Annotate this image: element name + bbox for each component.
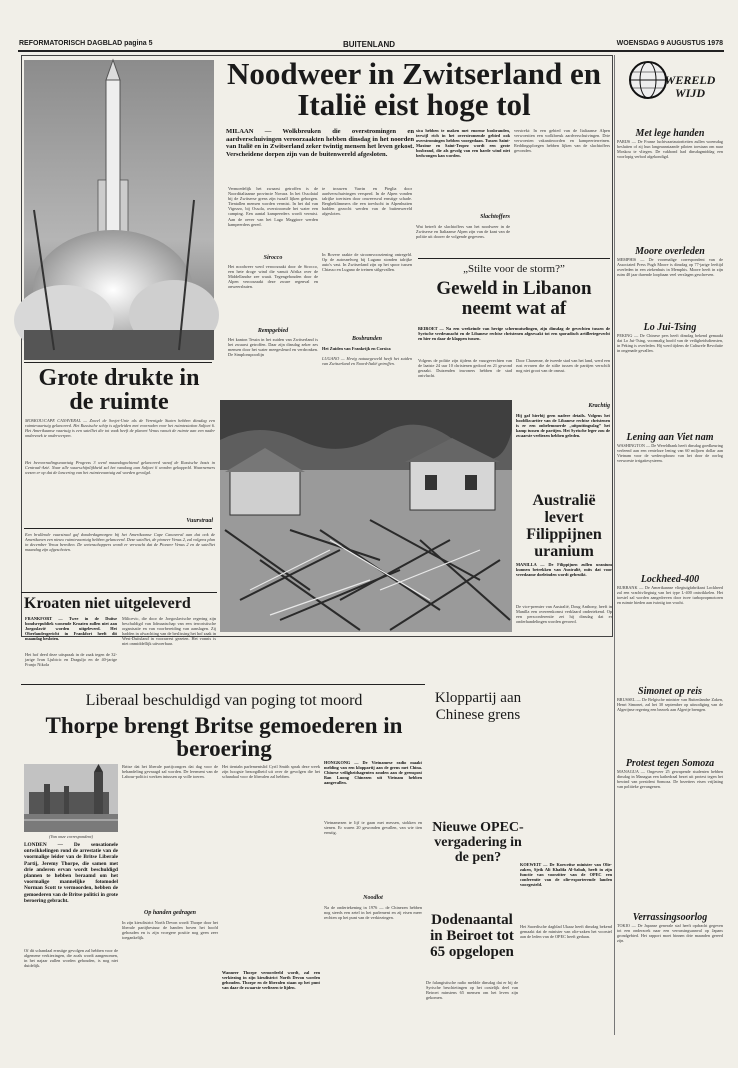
bosbranden-subhead: Bosbranden [351,336,382,342]
space-body: Het bevoorradingsvaartuig Progress 3 werd maandagochtend gelanceerd vanaf de Russische basis in Centraal-Azië. Naar alle waarschijnlijkheid zal het vandaag aan Saljoet 6 worden gekoppeld. Waarnemers wezen er op dat de lancering van het ruimtevaartuig zal worden gevolgd. [25,460,215,476]
space-headline: Grote drukte in de ruimte [38,365,200,415]
sidebar-divider [614,55,615,1035]
noodlot-subhead: Noodlot [363,895,383,901]
sidebar-item [617,912,723,1033]
sidebar-item-text: PARIJS — De Franse luchtvaartautoriteiten zullen woensdag besluiten of zij hun langeaanstaande piloten toestaan om naar Moskou te vliegen. De vakbond had dinsdagmiddag een voorlopig verbod afgekondigd. [617,139,723,159]
main-col2: te trouwen Varrin en Pieglia door aardverschuivingen versperd. In de Alpen vonden talrijke toeristen door onweersval ernstige schade. Bergbeklimmers die een toevlucht in Alpenhutten hadden gezocht werden van de buitenwereld afgesloten. [322,186,412,217]
libanon-kicker: „Stilte voor de storm?” [463,263,565,275]
header-rule [18,50,724,52]
flood-photo [220,400,512,632]
main-col1c: Het kanton Tessin in het zuiden van Zwitserland is het zwaarst getroffen. Daar zijn dinsdag zeker zes mensen door het water meegesleurd en verdronken. De Simplonspoorlijn [228,337,318,358]
rule [21,684,425,685]
sidebar-item-title: Lening aan Viet nam [626,432,714,443]
sidebar-item [617,432,723,563]
libanon-headline: Geweld in Libanon neemt wat af [436,278,592,319]
kroaten-headline: Kroaten niet uitgeleverd [24,595,191,612]
main-headline: Noodweer in Zwitserland en Italië eist hoge tol [226,56,601,122]
sidebar-item-title: Lockheed-400 [640,574,700,585]
liberaal-lead: LONDEN — De sensationele ontwikkelingen rond de arrestatie van de voormalige leider van de Britse Liberale Partij, Jeremy Thorpe, die samen met drie anderen ervan wordt beschuldigd plannen te hebben beraamd om het voormalige mannelijke fotomodel Norman Scott te vermoorden, hebben de gemoederen van de Britse politici in grote beroering gebracht. [24,842,118,904]
liberaal-col2b: In zijn kiesdistrict North Devon wordt Thorpe door het liberale partijbestuur de handen boven het hoofd gehouden en is zijn vroegere positie nog geen zeer toegankelijk. [122,920,218,941]
main-col3b: Wat betreft de slachtoffers van het noodweer in de Zwitserse en Italiaanse Alpen zijn van de kant van de politie uit doorer de volgende gegevens. [416,224,510,240]
sidebar-item-title: Protest tegen Somoza [625,758,715,769]
liberaal-body: Of dit schandaal ernstige gevolgen zal hebben voor de algemene verkiezingen, die zoals wordt aangenomen, in het najaar zullen worden gehouden, is nog niet duidelijk. [24,948,118,969]
australie-body: De vice-premier van Australië, Doug Anthony, heeft in Manilla een overeenkomst verklaard ondertekend. Op een persconferentie zei hij dinsdag dat er onderhandelingen worden gevoerd. [516,604,612,625]
libanon-body3: Hij gaf hierbij geen nadere details. Volgens het hoofdkwartier van de Libanese rechtse christenen is er een onbelemmerde „uitputtingsslag” het kamp tussen de partijen. Het Syrische leger zou de zwaarste verliezen hebben geleden. [516,413,610,439]
sidebar-item [617,246,723,327]
kroaten-body: Het hof deed deze uitspraak in de zaak tegen de 32-jarige Ivan Ljubicic en Draguljo en de 40-jarige Franjo Nikola [25,652,117,668]
sidebar-item-title: Lo Jui-Tsing [643,322,697,333]
liberaal-col2: Britse dat het liberale partijcongres dat dag voor de behandeling gevraagd zal worden. De leerment van de Labour-politici werken intussen op volle toeren. [122,764,218,780]
main-col1: Vermoedelijk het zwaarst getroffen is de Noorditaliaanse provincie Novara. In het Ossolatal bij de Zwitserse grens zijn twaalf lijken geborgen. Tientallen mensen worden vermist. In het dal van Vigezzo, bij Ossola, overstroomde het water een camping. Een aantal kampeerders wordt vermist. Aan de oever van het Lago Maggiore werden kampeerders gered. [228,186,318,227]
vietnam-lead: HONGKONG — De Vietnamese radio maakt melding van een kloppartij aan de grens met China. Chinese veiligheidsagenten zouden aan de grenspost Ban Luong Chinezen uit Vietnam hebben aangevallen. [324,760,422,786]
sidebar-item-title: Moore overleden [635,246,705,257]
vietnam-body2: Na de ondertekening in 1976 — de Chinezen hebben nog steeds een zetel in het parlement en zij eisen meer rechten op het punt van de verkiezingen. [324,905,422,921]
paper-name: REFORMATORISCH DAGBLAD pagina 5 [19,40,153,47]
opec-body: Het Saoedische dagblad Ukaaz heeft dinsdag bekend gemaakt dat de minister van olie-zaken het voorstel aan de leden van de OPEC heeft gedaan. [520,924,612,940]
sidebar-item [617,128,723,234]
main-col3: sica hebben te maken met enorme bosbranden, terwijl rich in het overstromende gebied ook overstromingen hebben voorgedaan. Tussen Saint-Maxime en Saint-Tropez wordt een grote bosbrand, die als gevolg van een harde wind niet bedwongen kan worden. [416,128,510,159]
liberaal-col3: Het tientaln parlementslid Cyril Smith sprak deze week zijn hoogste bezorgdheid uit over de gevolgen die het schandaal voor de liberalen zal hebben. [222,764,320,780]
libanon-body: Volgens de politie zijn tijdens de vuurgevechten van de laatste 24 uur 10 christenen gedood en 21 gewond geraakt. Duizenden inwoners hebben de stad ontvlucht. [418,358,512,379]
krachtig-subhead: Krachtig [588,403,610,409]
sidebar-item-text: BURBANK — De Amerikaanse vliegtuigfabrikant Lockheed zal een vrachtvliegtuig van het type L-400 ontwikkelen. Het toestel zal worden aangedreven door twee turbopropmotoren en ruimte bieden aan twintig ton vracht. [617,585,723,605]
opec-lead: KOEWEIT — De Koeweitse minister van Olie-zaken, Sjeik Ali Khalifa Al-Sabah, heeft in zijn functie van voorzitter van de OPEC een conferentie van de olie-exporterende landen voorgesteld. [520,862,612,888]
kroaten-body2: Milicevic, die door de Joegoslavische regering zijn beschuldigd van lidmaatschap van een terroristische organisatie en van voorbereiding van aanslagen. Zij hadden in afwachting van de beslissing het hof zaak in West-Duitsland in voorarrest gezeten. Het vonnis is niet onmiddellijk uitvoerbaar. [122,616,216,647]
rempgebied-subhead: Rempgebied [257,328,289,334]
handen-subhead: Op handen gedragen [143,910,196,916]
sidebar-item-text: BRUSSEL — De Belgische minister van Buitenlandse Zaken, Henri Simonet, zal het 30 september op uitnodiging van de Algerijnse regering een bezoek aan Algerije brengen. [617,697,723,712]
sidebar-item-text: TOKIO — De Japanse generale staf heeft opdracht gegeven tot een onderzoek naar een verrassingsaanval op Japans grondgebied. Het rapport moet binnen drie maanden gereed zijn. [617,923,723,943]
main-col4: verstrekt: In een gebied van de Italiaanse Alpen verwoestten een wolkbreuk aardverschuivingen. Drie verwoesten vakantieoorden en kampeerterreinen. Reddingsploegen hebben lijken van de slachtoffers gevonden. [514,128,610,154]
space-caption: Een brullende vuurstraal gaf donderdagmorgen bij het Amerikaanse Cape Canaveral aan dat ook de Amerikanen een nieuw ruimtevaartuig hebben gelanceerd. Deze satelliet, de pioneer Venus 2, zal volgens plan in december Venus bereiken. De wetenschappers wordt er verwacht dat de Pioneer Venus 2 en de satelliet maandag zijn afgeschoten. [25,532,215,553]
sidebar-item-title: Verrassingsoorlog [632,912,708,923]
beiroet-body: De falangistische radio meldde dinsdag dat er bij de Syrische beschietingen op het oostelijk deel van Beiroet minstens 65 mensen om het leven zijn gekomen. [426,980,518,1001]
liberaal-col3b: Wanneer Thorpe veroordeeld wordt, zal een verkiezing in zijn kiesdistrict North Devon worden gehouden. Thorpe en de liberalen staan op het punt van daar de zwaarste verliezen te lijden. [222,970,320,991]
australie-headline: Australië levert Filippijnen uranium [526,492,602,560]
vietnam-headline: Kloppartij aan Chinese grens [434,690,522,723]
issue-date: WOENSDAG 9 AUGUSTUS 1978 [616,40,723,47]
main-col1b: Het noodweer werd veroorzaakt door de Sirocco, een hete droge wind die vanuit Afrika over de Middellandse zee waait. Tegengehouden door de Alpen veroorzaakt deze zware regenval en onweersbuien. [228,264,318,290]
sidebar-item [617,574,723,685]
rocket-photo [24,60,214,360]
main-col2c: Het Zuiden van Frankrijk en Corsica [322,346,391,351]
sidebar-item-title: Simonet op reis [638,686,702,697]
space-subhead: Vuurstraal [186,518,213,524]
liberaal-correspondent: (Van onze correspondent) [49,834,93,839]
australie-lead: MANILLA — De Filippijnen zullen uranium kunnen betrekken van Australië, mits dat voor vreedzame doeleinden wordt gebruikt. [516,562,612,578]
beiroet-headline: Dodenaantal in Beiroet tot 65 opgelopen [430,912,514,960]
rule [24,362,212,363]
libanon-lead: BEIROET — Na een weekeinde van hevige schermutselingen, zijn dinsdag de gevechten tussen de Syrische vredesmacht en de Libanese rechtse christenen afgezwakt tot een sporadisch artilleriegevecht en hier en daar de klappen tussen. [418,326,610,342]
sidebar-logo: WERELD WIJD [664,73,716,100]
sidebar-item-title: Met lege handen [635,128,705,139]
main-col2b: In Bovere raakte de stroomvoorziening ontregeld. Op de autosnelweg bij Lugano stonden talrijke auto's vast. In Zwitserland zijn op het spoor tussen Chiasso en Lugano de treinen stilgevallen. [322,252,412,273]
sidebar-item [617,322,723,433]
space-lead: MOSKOU/CAPE CANAVERAL — Zowel de Sovjet-Unie als de Verenigde Staten hebben dinsdag een ruimtevaartuig gelanceerd. Het Russische schip is afgeleiden met voorraden voor het ruimtestation Saljoet 6. Het Amerikaanse vaartuig is een satelliet die tot vaak heeft de planeet Venus vanuit de ruimte aan een nader onderzoek te onderwerpen. [25,418,215,439]
section-title: BUITENLAND [343,40,395,49]
parliament-photo [24,764,118,832]
lugano-note: LUGANO — Hevig natuurgeweld heeft het zuiden van Zwitserland en Noord-Italië getroffen. [322,356,412,367]
sidebar-item-text: PEKING — De Chinese pers heeft dinsdag bekend gemaakt dat Lo Jui-Tsing, voormalig hoofd van de veiligheidsdiensten, in Peking is overleden. Hij werd tijdens de Culturele Revolutie in ongenade gevallen. [617,333,723,353]
sirocco-subhead: Sirocco [263,255,283,261]
main-lead: MILAAN — Wolkbreuken die overstromingen en aardverschuivingen veroorzaakten hebben dinsdag in het noorden van Italië en in Zwitserland zeker twintig mensen het leven gekost. Verscheidene dorpen zijn van de buitenwereld afgesloten. [226,128,414,158]
slachtoffers-subhead: Slachtoffers [480,214,510,220]
rule [21,592,217,593]
rule [24,528,212,529]
sidebar-item-text: MEMPHIS — De voormalige correspondent van de Associated Press Pugh Moore is dinsdag op 77-jarige leeftijd overleden in een ziekenhuis in Memphis. Moore heeft in zijn ruim 40 jaar durende loopbaan veel verslagen geschreven. [617,257,723,277]
kroaten-lead: FRANKFORT — Twee in de Duitse bondsrepubliek wonende Kroaten zullen niet aan Joegoslavië worden uitgeleverd. Het Oberlandesgericht in Frankfort heeft dit maandag besloten. [25,616,117,642]
sidebar-item-text: WASHINGTON — De Wereldbank heeft dinsdag goedkeuring verleend aan een renteloze lening van 60 miljoen dollar aan Vietnam voor de wederopbouw van het door de oorlog verwoeste irrigatiesysteem. [617,443,723,463]
liberaal-kicker: Liberaal beschuldigd van poging tot moord [85,692,363,709]
vietnam-body: Vietnamezen te lijf te gaan met messen, stokken en stenen. Er waren 20 gewonden gevallen, van wie tien ernstig. [324,820,422,836]
sidebar-item-text: MANAGUA — Ongeveer 25 gewapende studenten hebben dinsdag in Managua een kathedraal bezet uit protest tegen het bewind van president Somoza. De bezetters eisen vrijlating van politieke gevangenen. [617,769,723,789]
libanon-body2: Door Chasenne, de tweede stad van het land, werd een rust ervaren die de stilte tussen de partijen verschilt nog niet groot van de onrust. [516,358,610,374]
sidebar-item [617,758,723,865]
sidebar-item [617,686,723,757]
rule [418,258,610,259]
opec-headline: Nieuwe OPEC-vergadering in de pen? [432,820,524,865]
thorpe-headline: Thorpe brengt Britse gemoederen in beroering [45,713,403,761]
